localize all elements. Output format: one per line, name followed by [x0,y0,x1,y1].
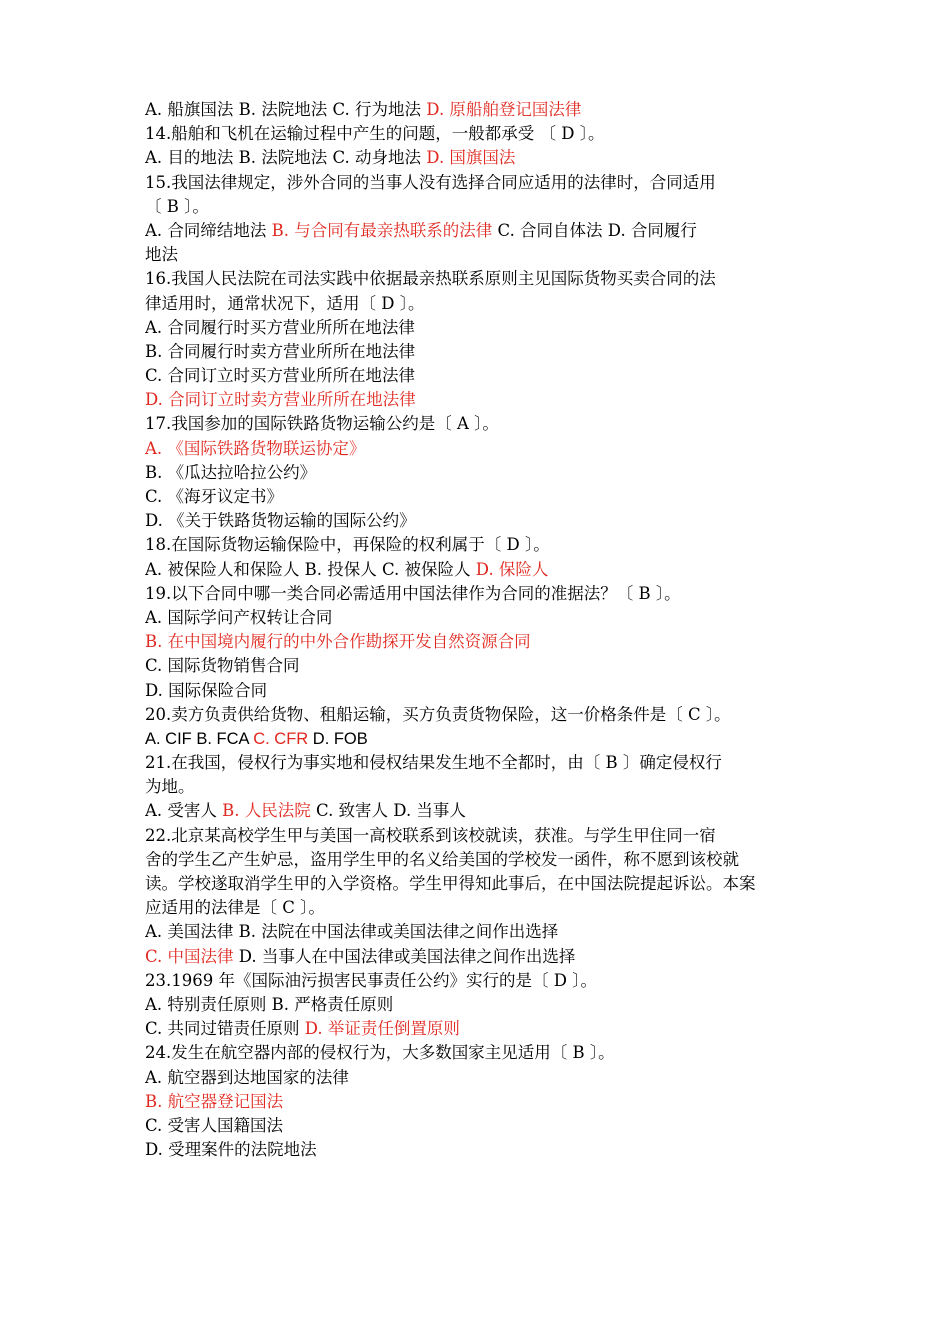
text-line [145,340,820,364]
answer-text: D. 国旗国法 [426,148,516,168]
line-text: 应适用的法律是〔 C 〕。 [145,898,325,918]
line-text: A. 被保险人和保险人 B. 投保人 C. 被保险人 [145,559,476,579]
line-text: A. 特别责任原则 B. 严格责任原则 [145,994,394,1014]
text-line [145,558,820,582]
answer-text: C. CFR [253,729,309,748]
line-text: D. 国际保险合同 [145,680,268,700]
text-line [145,606,820,630]
text-line [145,171,820,195]
text-line [145,412,820,436]
line-text: 15.我国法律规定，涉外合同的当事人没有选择合同应适用的法律时，合同适用 [145,172,716,192]
line-text: C. 致害人 D. 当事人 [310,801,466,821]
line-text: C. 受害人国籍国法 [145,1115,284,1135]
text-line [145,679,820,703]
text-line [145,775,820,799]
text-line [145,872,820,896]
answer-text: B. 航空器登记国法 [145,1091,284,1111]
text-line [145,509,820,533]
line-text: 律适用时，通常状况下，适用〔 D 〕。 [145,293,425,313]
line-text: 22.北京某高校学生甲与美国一高校联系到该校就读，获准。与学生甲住同一宿 [145,825,716,845]
line-text: D. 当事人在中国法律或美国法律之间作出选择 [233,946,576,966]
line-text: 16.我国人民法院在司法实践中依据最亲热联系原则主见国际货物买卖合同的法 [145,269,716,289]
text-line [145,146,820,170]
line-text: B. 合同履行时卖方营业所所在地法律 [145,341,416,361]
line-text: 23.1969 年《国际油污损害民事责任公约》实行的是〔 D 〕。 [145,970,597,990]
text-line [145,654,820,678]
text-line [145,195,820,219]
text-line [145,727,820,751]
text-line [145,533,820,557]
answer-text: D. 合同订立时卖方营业所所在地法律 [145,390,416,410]
text-line [145,799,820,823]
line-text: 为地。 [145,777,195,797]
line-text: 19.以下合同中哪一类合同必需适用中国法律作为合同的准据法？〔 B 〕。 [145,583,681,603]
line-text: A. 航空器到达地国家的法律 [145,1067,349,1087]
text-line [145,1017,820,1041]
line-text: 地法 [145,245,178,265]
line-text: 14.船舶和飞机在运输过程中产生的问题，一般都承受 〔 D 〕。 [145,124,605,144]
line-text: C. 合同自体法 D. 合同履行 [492,220,697,240]
answer-text: D. 原船舶登记国法律 [426,100,582,119]
text-line [145,969,820,993]
text-line [145,993,820,1017]
line-text: C. 国际货物销售合同 [145,656,300,676]
text-line [145,920,820,944]
line-text: 21.在我国，侵权行为事实地和侵权结果发生地不全都时，由〔 B 〕确定侵权行 [145,753,722,773]
line-text: A. 受害人 [145,801,223,821]
answer-text: B. 在中国境内履行的中外合作勘探开发自然资源合同 [145,632,531,652]
line-text: 读。学校遂取消学生甲的入学资格。学生甲得知此事后，在中国法院提起诉讼。本案 [145,874,756,893]
answer-text: B. 与合同有最亲热联系的法律 [271,220,493,240]
text-line [145,437,820,461]
line-text: C. 合同订立时买方营业所所在地法律 [145,366,416,386]
text-line [145,1066,820,1090]
text-line [145,267,820,291]
line-text: D. 受理案件的法院地法 [145,1140,317,1160]
text-line [145,122,820,146]
document-page [145,98,820,1162]
line-text: A. 美国法律 B. 法院在中国法律或美国法律之间作出选择 [145,922,559,942]
text-line [145,243,820,267]
line-text: A. 船旗国法 B. 法院地法 C. 行为地法 [145,100,427,119]
text-line [145,388,820,412]
line-text: 24.发生在航空器内部的侵权行为，大多数国家主见适用〔 B 〕。 [145,1043,615,1063]
line-text: A. CIF B. FCA [145,729,254,748]
text-line [145,945,820,969]
answer-text: C. 中国法律 [145,946,234,966]
text-line [145,896,820,920]
line-text: C. 共同过错责任原则 [145,1019,305,1039]
text-line [145,703,820,727]
text-line [145,1114,820,1138]
text-line [145,461,820,485]
line-text: 17.我国参加的国际铁路货物运输公约是〔 A 〕。 [145,414,499,434]
text-line [145,751,820,775]
text-line [145,316,820,340]
line-text: A. 合同缔结地法 [145,220,272,240]
text-line [145,582,820,606]
answer-text: B. 人民法院 [222,801,311,821]
line-text: 20.卖方负责供给货物、租船运输，买方负责货物保险，这一价格条件是〔 C 〕。 [145,704,731,724]
answer-text: A. 《国际铁路货物联运协定》 [145,438,366,458]
text-line [145,1138,820,1162]
line-text: C. 《海牙议定书》 [145,487,284,506]
answer-text: D. 举证责任倒置原则 [304,1019,460,1039]
line-text: D. FOB [308,729,368,748]
line-text: 舍的学生乙产生妒忌，盗用学生甲的名义给美国的学校发一函件，称不愿到该校就 [145,849,739,869]
text-line [145,98,820,122]
line-text: 〔 B 〕。 [145,196,209,216]
text-line [145,292,820,316]
text-line [145,485,820,509]
text-line [145,630,820,654]
line-text: A. 国际学问产权转让合同 [145,607,333,627]
line-text: D. 《关于铁路货物运输的国际公约》 [145,511,416,531]
answer-text: D. 保险人 [475,559,549,579]
line-text: A. 合同履行时买方营业所所在地法律 [145,317,415,337]
text-line [145,219,820,243]
text-line [145,1090,820,1114]
text-line [145,364,820,388]
text-line [145,1041,820,1065]
text-line [145,824,820,848]
text-line [145,848,820,872]
line-text: A. 目的地法 B. 法院地法 C. 动身地法 [145,148,427,168]
line-text: 18.在国际货物运输保险中，再保险的权利属于〔 D 〕。 [145,535,550,555]
line-text: B. 《瓜达拉哈拉公约》 [145,462,317,482]
